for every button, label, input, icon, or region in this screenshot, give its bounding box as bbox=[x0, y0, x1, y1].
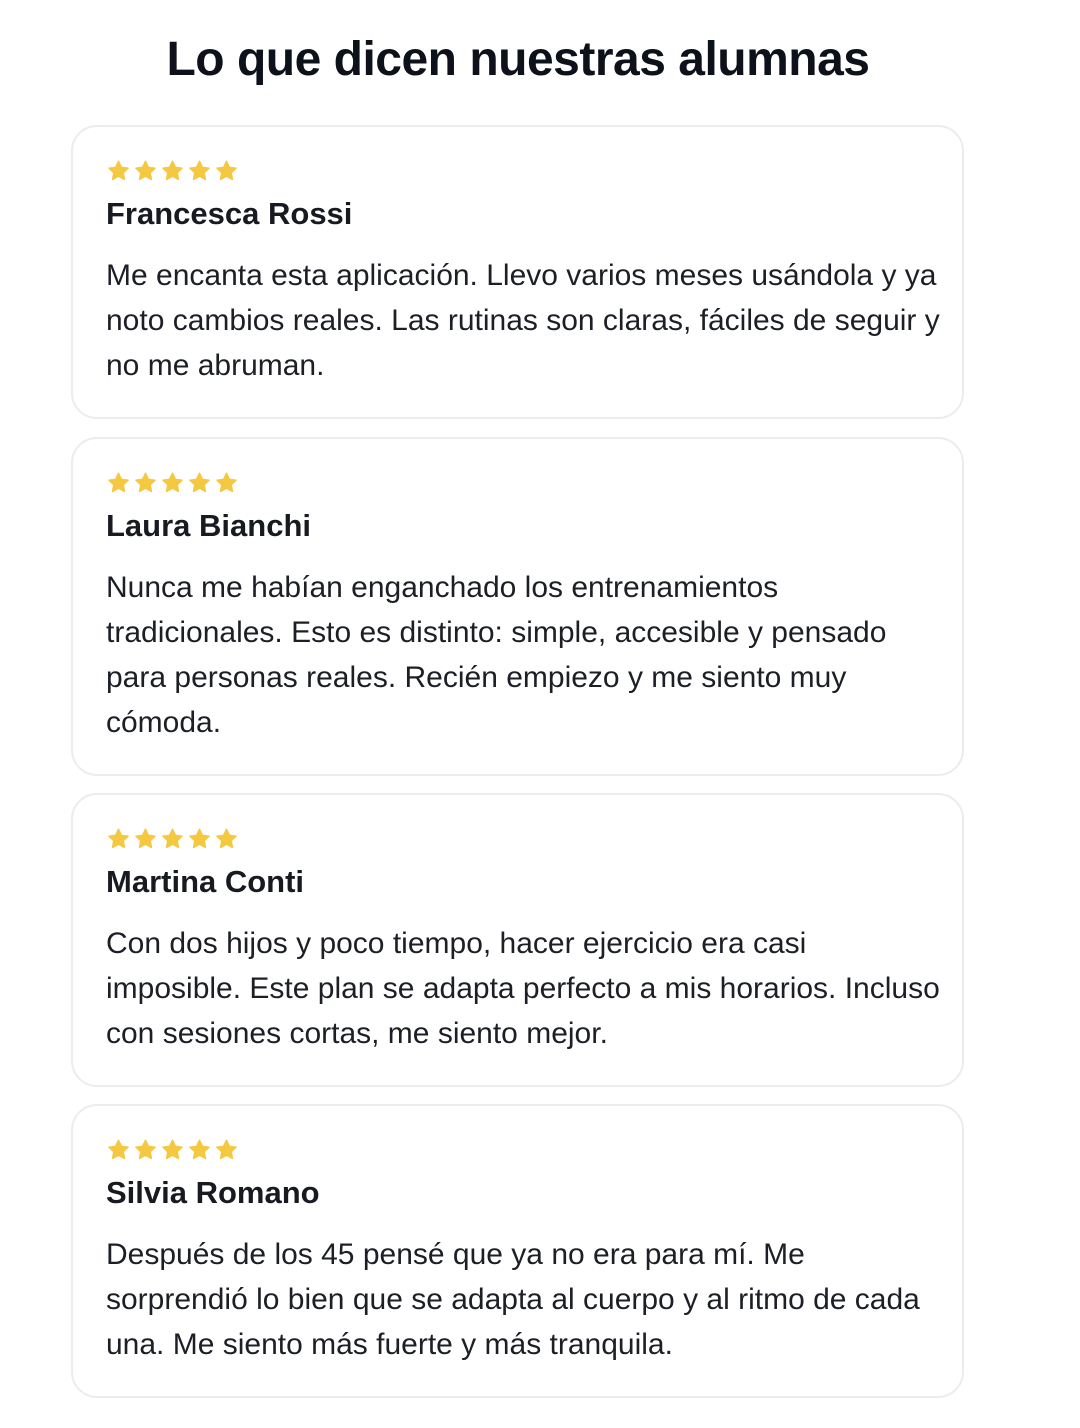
star-icon bbox=[187, 1138, 212, 1162]
review-card bbox=[71, 125, 964, 419]
star-icon bbox=[160, 159, 185, 183]
reviewer-name: Francesca Rossi bbox=[106, 196, 353, 231]
star-icon bbox=[214, 827, 239, 851]
star-icon bbox=[106, 1138, 131, 1162]
star-icon bbox=[106, 827, 131, 851]
star-icon bbox=[133, 827, 158, 851]
page-title: Lo que dicen nuestras alumnas bbox=[166, 33, 870, 86]
reviewer-name: Laura Bianchi bbox=[106, 508, 311, 543]
star-icon bbox=[214, 471, 239, 495]
star-icon bbox=[106, 159, 131, 183]
star-rating bbox=[106, 471, 239, 495]
review-text: Nunca me habían enganchado los entrenamientos tradicionales. Esto es distinto: simple, accesible y pensado para personas reales. Recién empiezo y me siento muy cómoda. bbox=[106, 571, 887, 739]
reviewer-name: Silvia Romano bbox=[106, 1175, 320, 1210]
star-icon bbox=[160, 471, 185, 495]
review-card bbox=[71, 437, 964, 776]
star-icon bbox=[106, 471, 131, 495]
review-card bbox=[71, 1104, 964, 1398]
star-rating bbox=[106, 827, 239, 851]
review-card bbox=[71, 793, 964, 1087]
star-rating bbox=[106, 159, 239, 183]
star-rating bbox=[106, 1138, 239, 1162]
review-text: Me encanta esta aplicación. Llevo varios meses usándola y ya noto cambios reales. Las rutinas son claras, fáciles de seguir y no me abruman. bbox=[106, 259, 940, 382]
star-icon bbox=[187, 827, 212, 851]
star-icon bbox=[187, 159, 212, 183]
review-text: Después de los 45 pensé que ya no era para mí. Me sorprendió lo bien que se adapta al cuerpo y al ritmo de cada una. Me siento más fuerte y más tranquila. bbox=[106, 1238, 920, 1361]
star-icon bbox=[160, 827, 185, 851]
star-icon bbox=[133, 471, 158, 495]
star-icon bbox=[187, 471, 212, 495]
review-text: Con dos hijos y poco tiempo, hacer ejercicio era casi imposible. Este plan se adapta perfecto a mis horarios. Incluso con sesiones cortas, me siento mejor. bbox=[106, 927, 940, 1050]
star-icon bbox=[133, 159, 158, 183]
star-icon bbox=[160, 1138, 185, 1162]
star-icon bbox=[214, 1138, 239, 1162]
star-icon bbox=[133, 1138, 158, 1162]
reviewer-name: Martina Conti bbox=[106, 864, 305, 899]
star-icon bbox=[214, 159, 239, 183]
